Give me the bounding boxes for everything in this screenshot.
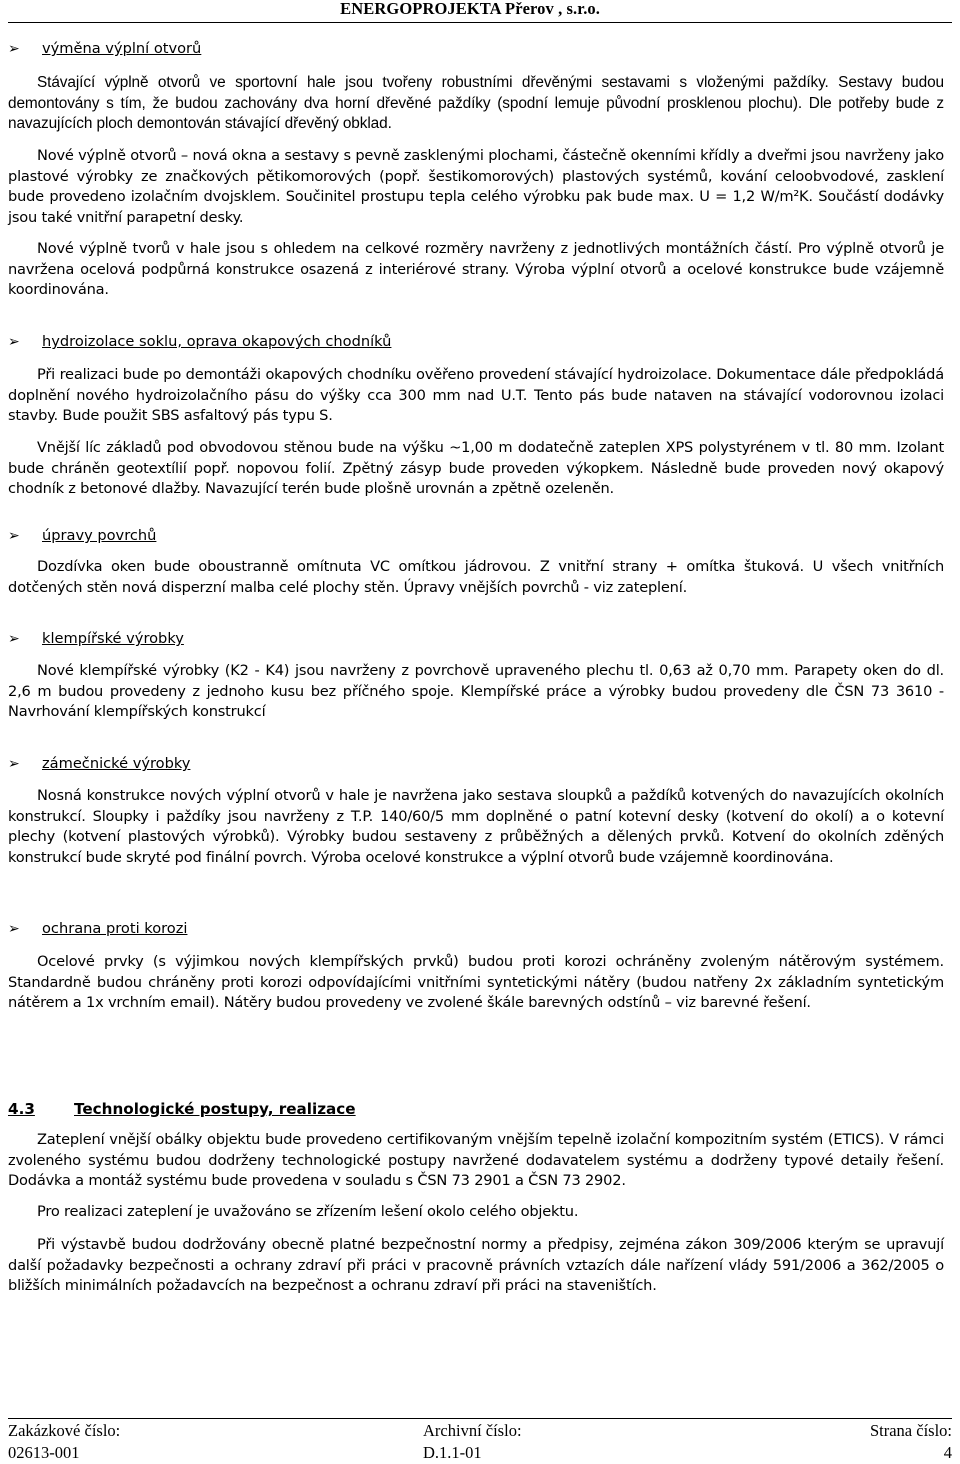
paragraph: Dozdívka oken bude oboustranně omítnuta VC omítkou jádrovou. Z vnitřní strany + omítka štuková. U všech vnitřních dotčených stěn nová disperzní malba celé plochy stěn. Úpravy vnějších povrchů - viz zateplení. <box>8 558 944 596</box>
paragraph: Ocelové prvky (s výjimkou nových klempířských prvků) budou proti korozi ochráněny zvoleným nátěrovým systémem. Standardně budou chráněny proti korozi odpovídajícími vnitřními syntetickými nátěry (budou natřeny 2x základním syntetickým nátěrem a 1x vrchním email). Nátěry budou provedeny ve zvolené škále barevných odstínů – viz barevné řešení. <box>8 953 944 1011</box>
section-heading-hydroizolace <box>8 333 391 353</box>
section-heading-vymena <box>8 40 201 60</box>
section-body <box>8 438 944 500</box>
paragraph: Nové výplně otvorů – nová okna a sestavy s pevně zasklenými plochami, částečně okenními křídly a dveřmi jsou navrženy jako plastové výrobky ze značkových pětikomorových (popř. šestikomorových) plastových systémů, kování celoobvodové, zasklení bude provedeno izolačním dvojsklem. Součinitel prostupu tepla celého výrobku pak bude max. U = 1,2 W/m²K. Součástí dodávky jsou také vnitřní parapetní desky. <box>8 147 944 226</box>
footer-archive <box>423 1420 522 1464</box>
contract-label: Zakázkové číslo: <box>8 1421 121 1440</box>
chapter-body <box>8 1202 944 1223</box>
archive-value: D.1.1-01 <box>423 1443 482 1462</box>
section-title: výměna výplní otvorů <box>42 40 202 57</box>
section-body <box>8 365 944 427</box>
footer-contract <box>8 1420 120 1464</box>
section-body <box>8 661 944 723</box>
section-title: úpravy povrchů <box>42 527 157 544</box>
chapter-body <box>8 1130 944 1192</box>
section-heading-zamecnicke <box>8 755 190 775</box>
bullet-arrow-icon: ➢ <box>8 41 20 57</box>
header-company: ENERGOPROJEKTA Přerov , s.r.o. <box>340 0 600 18</box>
paragraph: Při výstavbě budou dodržovány obecně platné bezpečnostní normy a předpisy, zejména zákon 309/2006 kterým se upravují další požadavky bezpečnosti a ochrany zdraví při práci v pracovně právních vztazích dále nařízení vlády 591/2006 a 362/2005 o bližších minimálních požadavcích na bezpečnost a ochranu zdraví při práci na staveništích. <box>8 1236 944 1294</box>
contract-value: 02613-001 <box>8 1443 80 1462</box>
section-body <box>8 239 944 301</box>
chapter-body <box>8 1235 944 1297</box>
page-label: Strana číslo: <box>869 1421 952 1440</box>
bullet-arrow-icon: ➢ <box>8 756 20 772</box>
paragraph: Zateplení vnější obálky objektu bude provedeno certifikovaným vnějším tepelně izolační kompozitním systém (ETICS). V rámci zvoleného systému budou dodrženy technologické postupy navržené dodavatelem systému a dodrženy typové detaily řešení. Dodávka a montáž systému bude provedena v souladu s ČSN 73 2901 a ČSN 73 2902. <box>8 1131 944 1189</box>
page-header <box>8 0 952 23</box>
paragraph: Vnější líc základů pod obvodovou stěnou bude na výšku ~1,00 m dodatečně zateplen XPS polystyrénem v tl. 80 mm. Izolant bude chráněn geotextílií popř. nopovou folií. Zpětný zásyp bude proveden výkopkem. Následně bude proveden nový okapový chodník z betonové dlažby. Navazující terén bude plošně urovnán a zpětně ozeleněn. <box>8 439 944 497</box>
section-body <box>8 952 944 1014</box>
paragraph: Nové výplně tvorů v hale jsou s ohledem na celkové rozměry navrženy z jednotlivých montážních částí. Pro výplně otvorů je navržena ocelová podpůrná konstrukce osazená z interiérové strany. Výroba výplní otvorů a ocelové konstrukce bude vzájemně koordinována. <box>8 240 944 298</box>
chapter-title: Technologické postupy, realizace <box>74 1100 356 1118</box>
section-body <box>8 73 944 135</box>
section-heading-upravy <box>8 527 156 547</box>
footer-page <box>870 1420 952 1464</box>
section-body <box>8 786 944 868</box>
bullet-arrow-icon: ➢ <box>8 528 20 544</box>
paragraph: Pro realizaci zateplení je uvažováno se zřízením lešení okolo celého objektu. <box>37 1203 579 1220</box>
section-heading-klempirske <box>8 630 184 650</box>
page-footer <box>8 1418 952 1463</box>
section-body <box>8 557 944 598</box>
paragraph: Nosná konstrukce nových výplní otvorů v hale je navržena jako sestava sloupků a paždíků kotvených do navazujících okolních konstrukcí. Sloupky i paždíky jsou navrženy z T.P. 140/60/5 mm doplněné o patní kotevní desky (kotvení do okolí) a o kotevní plechy (kotvení plastových výrobků). Výrobky budou sestaveny z průběžných a dělených prvků. Kotvení do okolních zděných konstrukcí bude skryté pod finální povrch. Výroba ocelové konstrukce a výplní otvorů bude vzájemně koordinována. <box>8 787 944 866</box>
paragraph: Nové klempířské výrobky (K2 - K4) jsou navrženy z povrchově upraveného plechu tl. 0,63 až 0,70 mm. Parapety oken do dl. 2,6 m budou provedeny z jednoho kusu bez příčného spoje. Klempířské práce a výrobky budou provedeny dle ČSN 73 3610 - Navrhování klempířských konstrukcí <box>8 662 944 720</box>
bullet-arrow-icon: ➢ <box>8 631 20 647</box>
section-title: klempířské výrobky <box>42 630 184 647</box>
section-title: hydroizolace soklu, oprava okapových chodníků <box>42 333 392 350</box>
chapter-heading <box>8 1100 356 1118</box>
section-body <box>8 146 944 228</box>
paragraph: Stávající výplně otvorů ve sportovní hale jsou tvořeny robustními dřevěnými sestavami s vloženými paždíky. Sestavy budou demontovány s tím, že budou zachovány dva horní dřevěné paždíky (spodní lemuje původní prosklenou plochu). Dle potřeby bude z navazujících ploch demontován stávající dřevěný obklad. <box>8 74 944 132</box>
archive-label: Archivní číslo: <box>423 1421 522 1440</box>
chapter-number: 4.3 <box>8 1100 35 1118</box>
section-title: zámečnické výrobky <box>42 755 191 772</box>
page-number: 4 <box>943 1443 952 1462</box>
bullet-arrow-icon: ➢ <box>8 334 20 350</box>
section-title: ochrana proti korozi <box>42 920 188 937</box>
section-heading-ochrana <box>8 920 187 940</box>
bullet-arrow-icon: ➢ <box>8 921 20 937</box>
paragraph: Při realizaci bude po demontáži okapových chodníku ověřeno provedení stávající hydroizolace. Dokumentace dále předpokládá doplnění nového hydroizolačního pásu do výšky cca 300 mm nad U.T. Tento pás bude nataven na stávající vodorovnou izolaci stavby. Bude použit SBS asfaltový pás typu S. <box>8 366 944 424</box>
